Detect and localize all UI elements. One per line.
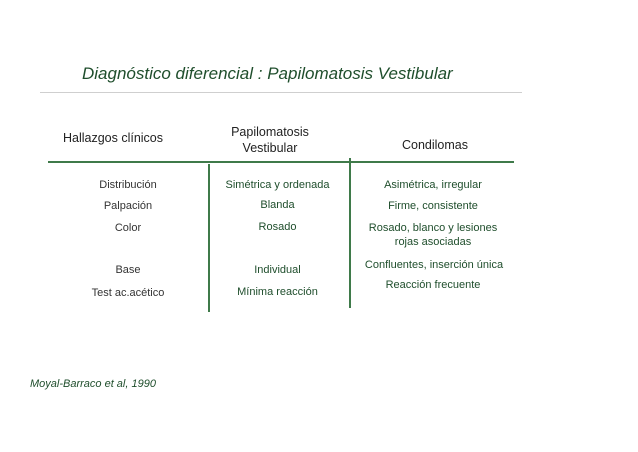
cell-finding-test: Test ac.acético bbox=[91, 287, 165, 299]
header-papilomatosis: Papilomatosis Vestibular bbox=[231, 125, 309, 155]
citation: Moyal-Barraco et al, 1990 bbox=[30, 378, 156, 390]
cell-finding-color: Color bbox=[114, 222, 142, 234]
cell-papilomatosis-base: Individual bbox=[254, 264, 301, 276]
header-divider bbox=[48, 161, 514, 163]
cell-papilomatosis-palpacion: Blanda bbox=[260, 199, 295, 211]
cell-condilomas-test: Reacción frecuente bbox=[385, 279, 481, 291]
cell-finding-base: Base bbox=[115, 264, 141, 276]
cell-finding-distribucion: Distribución bbox=[99, 179, 157, 191]
header-hallazgos: Hallazgos clínicos bbox=[62, 131, 164, 145]
cell-condilomas-distribucion: Asimétrica, irregular bbox=[384, 179, 482, 191]
column-divider-2 bbox=[349, 158, 351, 308]
cell-finding-palpacion: Palpación bbox=[103, 200, 153, 212]
cell-papilomatosis-test: Mínima reacción bbox=[237, 286, 318, 298]
cell-condilomas-color: Rosado, blanco y lesiones rojas asociadas bbox=[368, 222, 498, 248]
cell-condilomas-palpacion: Firme, consistente bbox=[388, 200, 478, 212]
slide-title: Diagnóstico diferencial : Papilomatosis Vestibular bbox=[82, 64, 453, 83]
title-divider bbox=[40, 92, 522, 93]
header-condilomas: Condilomas bbox=[401, 138, 468, 152]
cell-condilomas-base: Confluentes, inserción única bbox=[364, 259, 504, 271]
cell-papilomatosis-distribucion: Simétrica y ordenada bbox=[225, 179, 330, 191]
cell-papilomatosis-color: Rosado bbox=[258, 221, 297, 233]
